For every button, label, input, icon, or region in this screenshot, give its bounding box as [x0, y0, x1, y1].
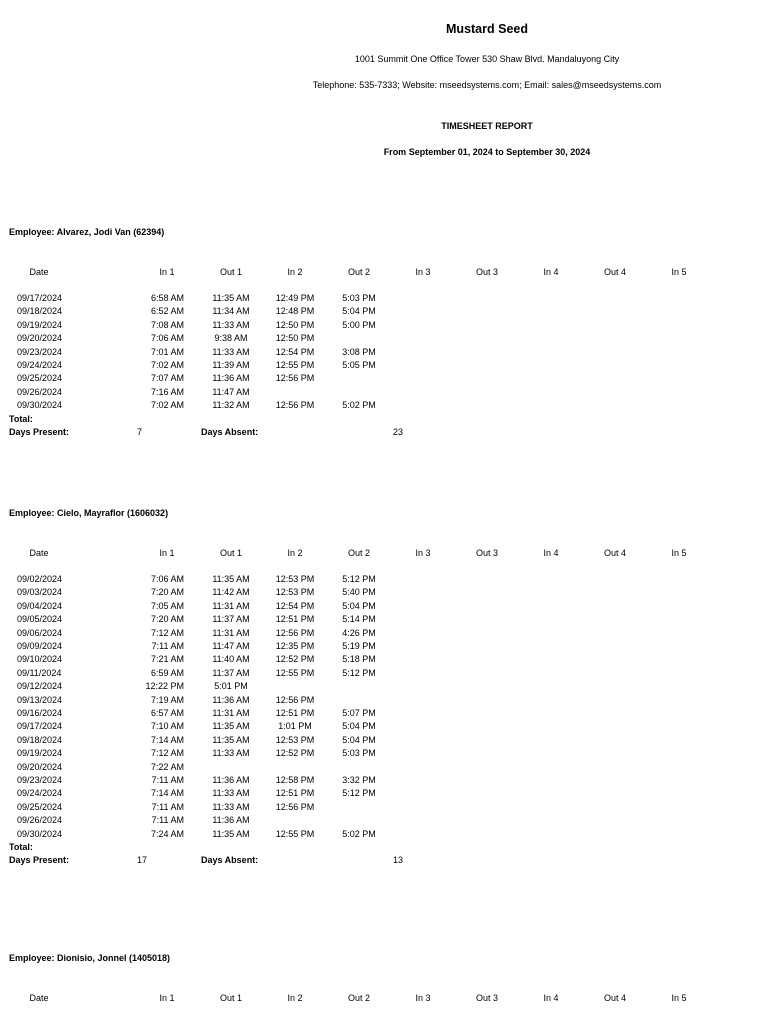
row-date: 09/19/2024: [17, 319, 63, 330]
row-date: 09/10/2024: [17, 654, 63, 665]
row-in1: 7:12 AM: [150, 748, 184, 759]
row-in2: 12:51 PM: [275, 708, 315, 718]
column-header-date: Date: [29, 548, 49, 558]
row-out1: 11:33 AM: [212, 319, 250, 330]
row-in1: 7:14 AM: [150, 788, 184, 799]
row-in2: 12:56 PM: [275, 801, 315, 812]
row-out1: 11:37 AM: [212, 667, 250, 678]
column-header-in-3: In 3: [415, 993, 431, 1003]
row-in1: 7:24 AM: [150, 828, 184, 839]
report-date-range: From September 01, 2024 to September 30, 2024: [383, 147, 591, 157]
row-out2: 5:12 PM: [342, 788, 376, 799]
column-header-out-3: Out 3: [475, 548, 498, 558]
row-in1: 7:20 AM: [150, 587, 184, 598]
row-date: 09/23/2024: [17, 346, 63, 357]
row-date: 09/04/2024: [17, 600, 63, 611]
row-out1: 11:36 AM: [212, 775, 250, 785]
row-out1: 11:32 AM: [212, 400, 250, 411]
row-out1: 11:36 AM: [212, 694, 250, 705]
row-date: 09/20/2024: [17, 333, 63, 344]
row-in2: 1:01 PM: [278, 721, 312, 732]
row-out2: 5:04 PM: [342, 600, 376, 611]
column-header-out-4: Out 4: [603, 267, 626, 277]
row-out1: 11:33 AM: [212, 801, 250, 812]
row-in2: 12:55 PM: [275, 667, 315, 678]
row-out1: 11:42 AM: [212, 587, 250, 598]
days-absent-value: 23: [393, 427, 404, 437]
row-date: 09/17/2024: [17, 293, 63, 303]
row-out2: 5:04 PM: [342, 306, 376, 317]
row-in1: 7:11 AM: [151, 641, 184, 651]
row-in2: 12:56 PM: [275, 627, 315, 638]
row-date: 09/20/2024: [17, 761, 63, 772]
row-in2: 12:54 PM: [275, 600, 315, 611]
row-out1: 11:40 AM: [212, 654, 250, 665]
column-header-in-4: In 4: [543, 548, 559, 558]
row-out1: 11:47 AM: [212, 641, 250, 651]
row-in2: 12:50 PM: [275, 319, 315, 330]
column-header-in-3: In 3: [415, 267, 431, 277]
row-in2: 12:49 PM: [275, 293, 315, 303]
row-date: 09/05/2024: [17, 614, 63, 625]
row-out2: 5:03 PM: [342, 293, 376, 303]
row-out1: 11:36 AM: [212, 815, 250, 826]
company-name: Mustard Seed: [446, 22, 528, 36]
row-in1: 7:21 AM: [150, 654, 184, 665]
row-out2: 5:02 PM: [342, 400, 376, 411]
row-out2: 5:00 PM: [342, 319, 376, 330]
column-header-out-2: Out 2: [347, 548, 370, 558]
row-date: 09/30/2024: [17, 400, 63, 411]
row-out1: 5:01 PM: [214, 681, 248, 692]
row-in1: 6:57 AM: [150, 708, 184, 718]
row-date: 09/03/2024: [17, 587, 63, 598]
column-header-date: Date: [29, 267, 49, 277]
row-in1: 7:02 AM: [150, 400, 184, 411]
row-date: 09/06/2024: [17, 627, 63, 638]
row-out2: 5:03 PM: [342, 748, 376, 759]
row-in1: 7:11 AM: [151, 815, 184, 826]
row-out1: 11:35 AM: [212, 574, 250, 584]
row-out1: 11:39 AM: [212, 360, 250, 370]
row-in1: 12:22 PM: [145, 681, 184, 692]
company-contact: Telephone: 535-7333; Website: mseedsystems.com; Email: sales@mseedsystems.com: [312, 80, 662, 90]
row-out1: 11:33 AM: [212, 748, 250, 759]
column-header-in-1: In 1: [159, 993, 175, 1003]
row-date: 09/19/2024: [17, 748, 63, 759]
row-date: 09/02/2024: [17, 574, 63, 584]
row-out2: 5:04 PM: [342, 721, 376, 732]
days-present-value: 17: [137, 855, 148, 866]
row-out1: 11:47 AM: [212, 386, 250, 397]
column-header-out-3: Out 3: [475, 993, 498, 1003]
row-out1: 11:31 AM: [212, 708, 250, 718]
row-out1: 11:35 AM: [212, 828, 250, 839]
column-header-in-3: In 3: [415, 548, 431, 558]
row-in2: 12:51 PM: [275, 788, 315, 799]
row-date: 09/26/2024: [17, 815, 63, 826]
row-out1: 11:35 AM: [212, 293, 250, 303]
column-header-in-5: In 5: [671, 548, 687, 558]
days-absent-label: Days Absent:: [201, 427, 259, 437]
row-out2: 4:26 PM: [342, 627, 376, 638]
row-date: 09/30/2024: [17, 828, 63, 839]
employee-header: Employee: Cielo, Mayraflor (1606032): [9, 508, 169, 518]
row-in1: 6:58 AM: [150, 293, 184, 303]
column-header-out-4: Out 4: [603, 548, 626, 558]
row-in1: 7:20 AM: [150, 614, 184, 625]
days-absent-label: Days Absent:: [201, 855, 259, 866]
row-in2: 12:55 PM: [275, 828, 315, 839]
days-absent-value: 13: [393, 855, 404, 866]
row-in1: 6:59 AM: [150, 667, 184, 678]
employee-header: Employee: Dionisio, Jonnel (1405018): [9, 953, 171, 963]
row-out2: 5:19 PM: [342, 641, 376, 651]
row-out2: 5:04 PM: [342, 734, 376, 745]
row-out2: 5:05 PM: [342, 360, 376, 370]
row-in1: 7:08 AM: [150, 319, 184, 330]
total-label: Total:: [9, 413, 33, 424]
column-header-out-3: Out 3: [475, 267, 498, 277]
row-out1: 9:38 AM: [214, 333, 248, 344]
row-date: 09/18/2024: [17, 306, 63, 317]
row-out1: 11:36 AM: [212, 373, 250, 384]
row-in2: 12:58 PM: [275, 775, 315, 785]
column-header-date: Date: [29, 993, 49, 1003]
row-date: 09/24/2024: [17, 788, 63, 799]
row-in2: 12:35 PM: [275, 641, 315, 651]
row-date: 09/24/2024: [17, 360, 63, 370]
row-date: 09/09/2024: [17, 641, 63, 651]
row-out2: 5:02 PM: [342, 828, 376, 839]
row-out1: 11:31 AM: [212, 627, 250, 638]
row-in2: 12:55 PM: [275, 360, 315, 370]
total-label: Total:: [9, 842, 33, 852]
row-in1: 6:52 AM: [150, 306, 184, 317]
company-address: 1001 Summit One Office Tower 530 Shaw Blvd. Mandaluyong City: [354, 54, 620, 64]
row-in1: 7:07 AM: [150, 373, 184, 384]
report-title: TIMESHEET REPORT: [441, 121, 533, 131]
row-in2: 12:52 PM: [275, 654, 315, 665]
row-date: 09/11/2024: [17, 667, 62, 678]
row-in1: 7:02 AM: [150, 360, 184, 370]
row-date: 09/26/2024: [17, 386, 63, 397]
row-in2: 12:53 PM: [275, 574, 315, 584]
column-header-out-1: Out 1: [219, 993, 242, 1003]
row-out2: 5:14 PM: [342, 614, 376, 625]
row-date: 09/25/2024: [17, 373, 63, 384]
row-out2: 5:07 PM: [342, 708, 376, 718]
row-in1: 7:10 AM: [150, 721, 184, 732]
row-in1: 7:11 AM: [151, 775, 184, 785]
row-out1: 11:35 AM: [212, 721, 250, 732]
row-in2: 12:50 PM: [275, 333, 315, 344]
row-in1: 7:01 AM: [150, 346, 184, 357]
days-present-label: Days Present:: [9, 427, 70, 437]
column-header-out-2: Out 2: [347, 993, 370, 1003]
row-in1: 7:16 AM: [150, 386, 184, 397]
column-header-in-2: In 2: [287, 548, 303, 558]
row-date: 09/17/2024: [17, 721, 63, 732]
column-header-in-4: In 4: [543, 267, 559, 277]
row-in2: 12:51 PM: [275, 614, 315, 625]
column-header-out-1: Out 1: [219, 548, 242, 558]
column-header-in-2: In 2: [287, 993, 303, 1003]
row-out1: 11:35 AM: [212, 734, 250, 745]
row-in1: 7:05 AM: [150, 600, 184, 611]
column-header-in-1: In 1: [159, 548, 175, 558]
row-date: 09/18/2024: [17, 734, 63, 745]
row-in2: 12:53 PM: [275, 587, 315, 598]
row-in2: 12:48 PM: [275, 306, 315, 317]
row-in1: 7:22 AM: [150, 761, 184, 772]
column-header-in-5: In 5: [671, 267, 687, 277]
row-in2: 12:56 PM: [275, 373, 315, 384]
row-out2: 5:40 PM: [342, 587, 376, 598]
column-header-in-1: In 1: [159, 267, 175, 277]
column-header-out-2: Out 2: [347, 267, 370, 277]
row-date: 09/12/2024: [17, 681, 63, 692]
row-out1: 11:34 AM: [212, 306, 250, 317]
row-date: 09/23/2024: [17, 775, 63, 785]
row-out2: 3:32 PM: [342, 775, 376, 785]
row-out1: 11:33 AM: [212, 788, 250, 799]
row-out2: 3:08 PM: [342, 346, 376, 357]
column-header-in-4: In 4: [543, 993, 559, 1003]
row-in2: 12:56 PM: [275, 694, 315, 705]
row-in1: 7:12 AM: [150, 627, 184, 638]
row-in2: 12:52 PM: [275, 748, 315, 759]
row-in2: 12:56 PM: [275, 400, 315, 411]
column-header-out-4: Out 4: [603, 993, 626, 1003]
column-header-in-2: In 2: [287, 267, 303, 277]
row-in2: 12:54 PM: [275, 346, 315, 357]
row-date: 09/25/2024: [17, 801, 63, 812]
row-in1: 7:06 AM: [150, 333, 184, 344]
row-date: 09/13/2024: [17, 694, 63, 705]
row-out2: 5:12 PM: [342, 574, 376, 584]
row-in1: 7:14 AM: [150, 734, 184, 745]
row-in1: 7:19 AM: [150, 694, 184, 705]
row-out1: 11:37 AM: [212, 614, 250, 625]
column-header-out-1: Out 1: [219, 267, 242, 277]
row-date: 09/16/2024: [17, 708, 63, 718]
employee-header: Employee: Alvarez, Jodi Van (62394): [9, 227, 165, 237]
row-out1: 11:33 AM: [212, 346, 250, 357]
days-present-value: 7: [137, 427, 143, 437]
row-in1: 7:06 AM: [150, 574, 184, 584]
row-out2: 5:18 PM: [342, 654, 376, 665]
row-out1: 11:31 AM: [212, 600, 250, 611]
row-in2: 12:53 PM: [275, 734, 315, 745]
days-present-label: Days Present:: [9, 855, 70, 866]
column-header-in-5: In 5: [671, 993, 687, 1003]
row-out2: 5:12 PM: [342, 667, 376, 678]
row-in1: 7:11 AM: [151, 801, 184, 812]
